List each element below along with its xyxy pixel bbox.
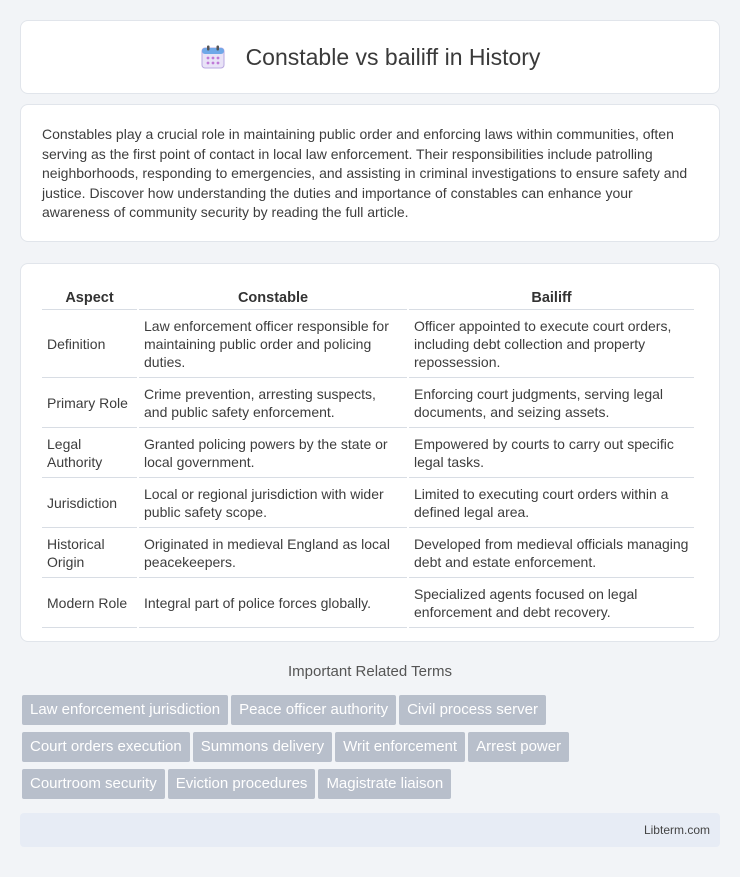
table-cell: Legal Authority [42,428,137,478]
table-cell: Local or regional jurisdiction with wider public safety scope. [139,478,407,528]
related-term-tag[interactable]: Summons delivery [193,732,332,762]
table-cell: Integral part of police forces globally. [139,578,407,628]
table-cell: Crime prevention, arresting suspects, and public safety enforcement. [139,378,407,428]
table-cell: Historical Origin [42,528,137,578]
related-term-tag[interactable]: Court orders execution [22,732,190,762]
table-cell: Empowered by courts to carry out specific legal tasks. [409,428,694,478]
table-cell: Granted policing powers by the state or local government. [139,428,407,478]
related-term-tag[interactable]: Peace officer authority [231,695,396,725]
column-header-bailiff: Bailiff [409,284,694,310]
table-cell: Definition [42,310,137,378]
table-cell: Law enforcement officer responsible for maintaining public order and policing duties. [139,310,407,378]
table-row [42,478,694,528]
table-cell: Jurisdiction [42,478,137,528]
related-term-tag[interactable]: Civil process server [399,695,546,725]
table-cell: Primary Role [42,378,137,428]
related-term-tag[interactable]: Arrest power [468,732,569,762]
table-row [42,378,694,428]
table-row [42,310,694,378]
related-term-tag[interactable]: Courtroom security [22,769,165,799]
table-row [42,578,694,628]
column-header-aspect: Aspect [42,284,137,310]
table-cell: Officer appointed to execute court orders, including debt collection and property repossession. [409,310,694,378]
intro-card [20,104,720,242]
related-terms-title: Important Related Terms [288,663,452,680]
comparison-table [40,284,696,628]
related-term-tag[interactable]: Writ enforcement [335,732,465,762]
related-term-tag[interactable]: Eviction procedures [168,769,316,799]
table-row [42,528,694,578]
comparison-table-card [20,263,720,642]
table-header-row [42,284,694,310]
related-term-tag[interactable]: Magistrate liaison [318,769,451,799]
table-cell: Enforcing court judgments, serving legal documents, and seizing assets. [409,378,694,428]
table-cell: Developed from medieval officials managing debt and estate enforcement. [409,528,694,578]
table-cell: Originated in medieval England as local peacekeepers. [139,528,407,578]
table-cell: Modern Role [42,578,137,628]
header-card [20,20,720,94]
calendar-icon [200,44,226,70]
related-terms-list [22,695,712,806]
table-row [42,428,694,478]
intro-text: Constables play a crucial role in maintaining public order and enforcing laws within communities, often serving as the first point of contact in local law enforcement. Their responsibilities include patrolling neighborhoods, responding to emergencies, and assisting in criminal investigations to ensure safety and justice. Discover how understanding the duties and importance of constables can enhance your awareness of community security by reading the full article. [42,126,688,221]
table-cell: Limited to executing court orders within a defined legal area. [409,478,694,528]
column-header-constable: Constable [139,284,407,310]
related-term-tag[interactable]: Law enforcement jurisdiction [22,695,228,725]
table-cell: Specialized agents focused on legal enforcement and debt recovery. [409,578,694,628]
footer-site-link[interactable]: Libterm.com [643,823,710,837]
page-title: Constable vs bailiff in History [245,43,541,70]
footer [20,813,720,847]
